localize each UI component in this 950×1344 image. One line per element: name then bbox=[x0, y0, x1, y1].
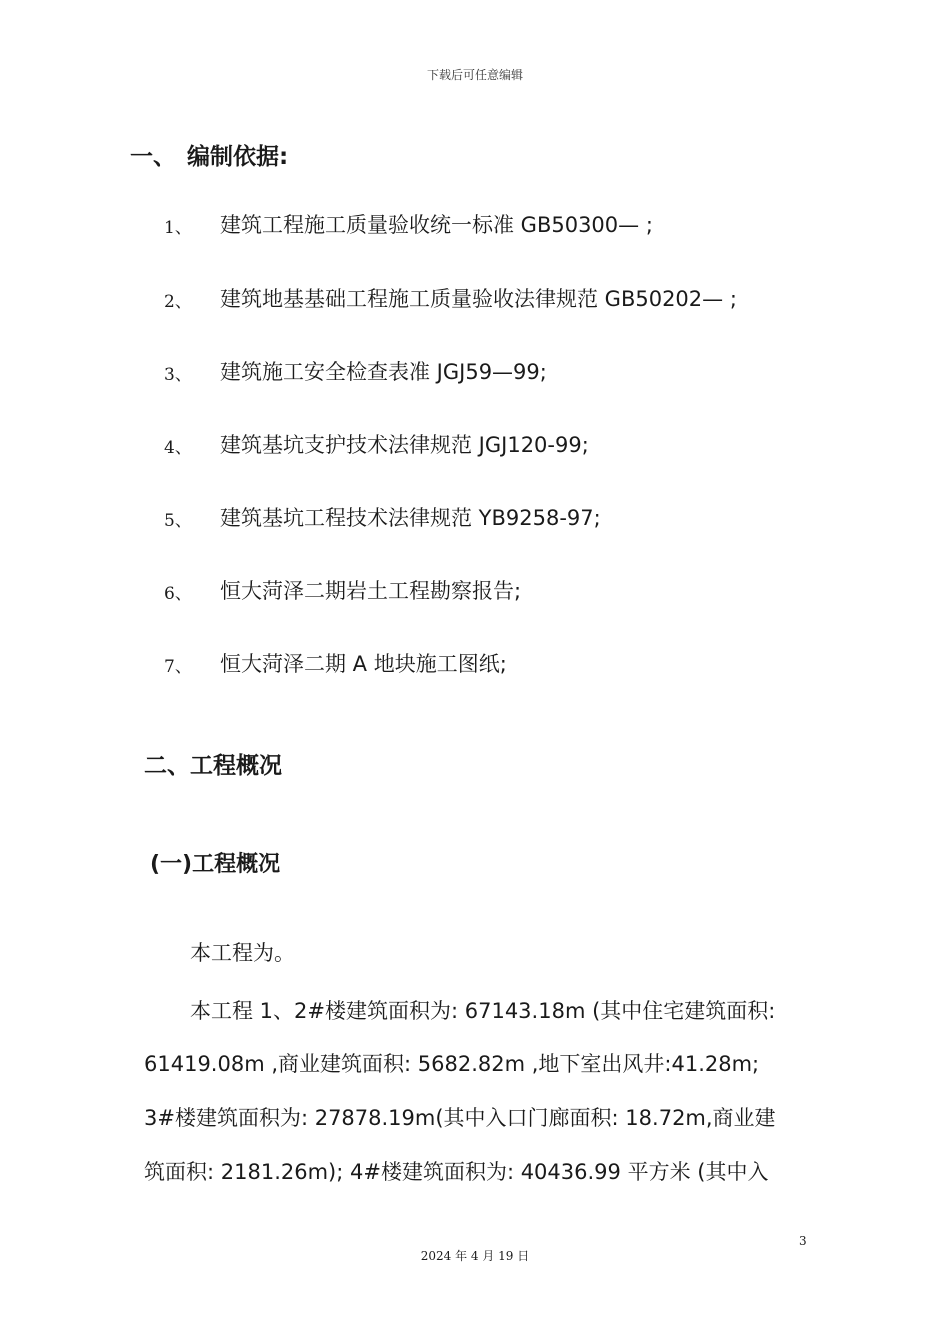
page-number: 3 bbox=[799, 1234, 807, 1248]
list-item-number: 3、 bbox=[164, 365, 192, 385]
list-item: 建筑基坑支护技术法律规范 JGJ120-99; bbox=[220, 433, 589, 457]
list-item-number: 6、 bbox=[164, 584, 192, 604]
section1-title: 编制依据: bbox=[187, 144, 289, 170]
list-item: 建筑基坑工程技术法律规范 YB9258-97; bbox=[220, 506, 601, 530]
list-item-number: 5、 bbox=[164, 511, 192, 531]
list-item: 建筑工程施工质量验收统一标准 GB50300— ; bbox=[220, 213, 653, 237]
list-item-number: 2、 bbox=[164, 292, 192, 312]
section2-subtitle: (一)工程概况 bbox=[150, 852, 281, 877]
paragraph-line: 筑面积: 2181.26m); 4#楼建筑面积为: 40436.99 平方米 (其中入 bbox=[144, 1160, 769, 1184]
section2-title: 二、工程概况 bbox=[144, 753, 282, 779]
list-item: 建筑地基基础工程施工质量验收法律规范 GB50202— ; bbox=[220, 287, 737, 311]
list-item: 恒大菏泽二期 A 地块施工图纸; bbox=[220, 652, 507, 676]
list-item: 建筑施工安全检查表准 JGJ59—99; bbox=[220, 360, 547, 384]
list-item-number: 4、 bbox=[164, 438, 192, 458]
list-item: 恒大菏泽二期岩土工程勘察报告; bbox=[220, 579, 522, 603]
paragraph: 本工程为。 bbox=[190, 941, 295, 965]
paragraph-line: 本工程 1、2#楼建筑面积为: 67143.18m (其中住宅建筑面积: bbox=[190, 999, 776, 1023]
paragraph-line: 3#楼建筑面积为: 27878.19m(其中入口门廊面积: 18.72m,商业建 bbox=[144, 1106, 776, 1130]
paragraph-line: 61419.08m ,商业建筑面积: 5682.82m ,地下室出风井:41.28m; bbox=[144, 1052, 760, 1076]
page-header: 下载后可任意编辑 bbox=[426, 68, 523, 82]
list-item-number: 1、 bbox=[164, 218, 192, 238]
section1-number: 一、 bbox=[130, 144, 176, 170]
page-footer-date: 2024 年 4 月 19 日 bbox=[420, 1249, 530, 1263]
list-item-number: 7、 bbox=[164, 657, 192, 677]
